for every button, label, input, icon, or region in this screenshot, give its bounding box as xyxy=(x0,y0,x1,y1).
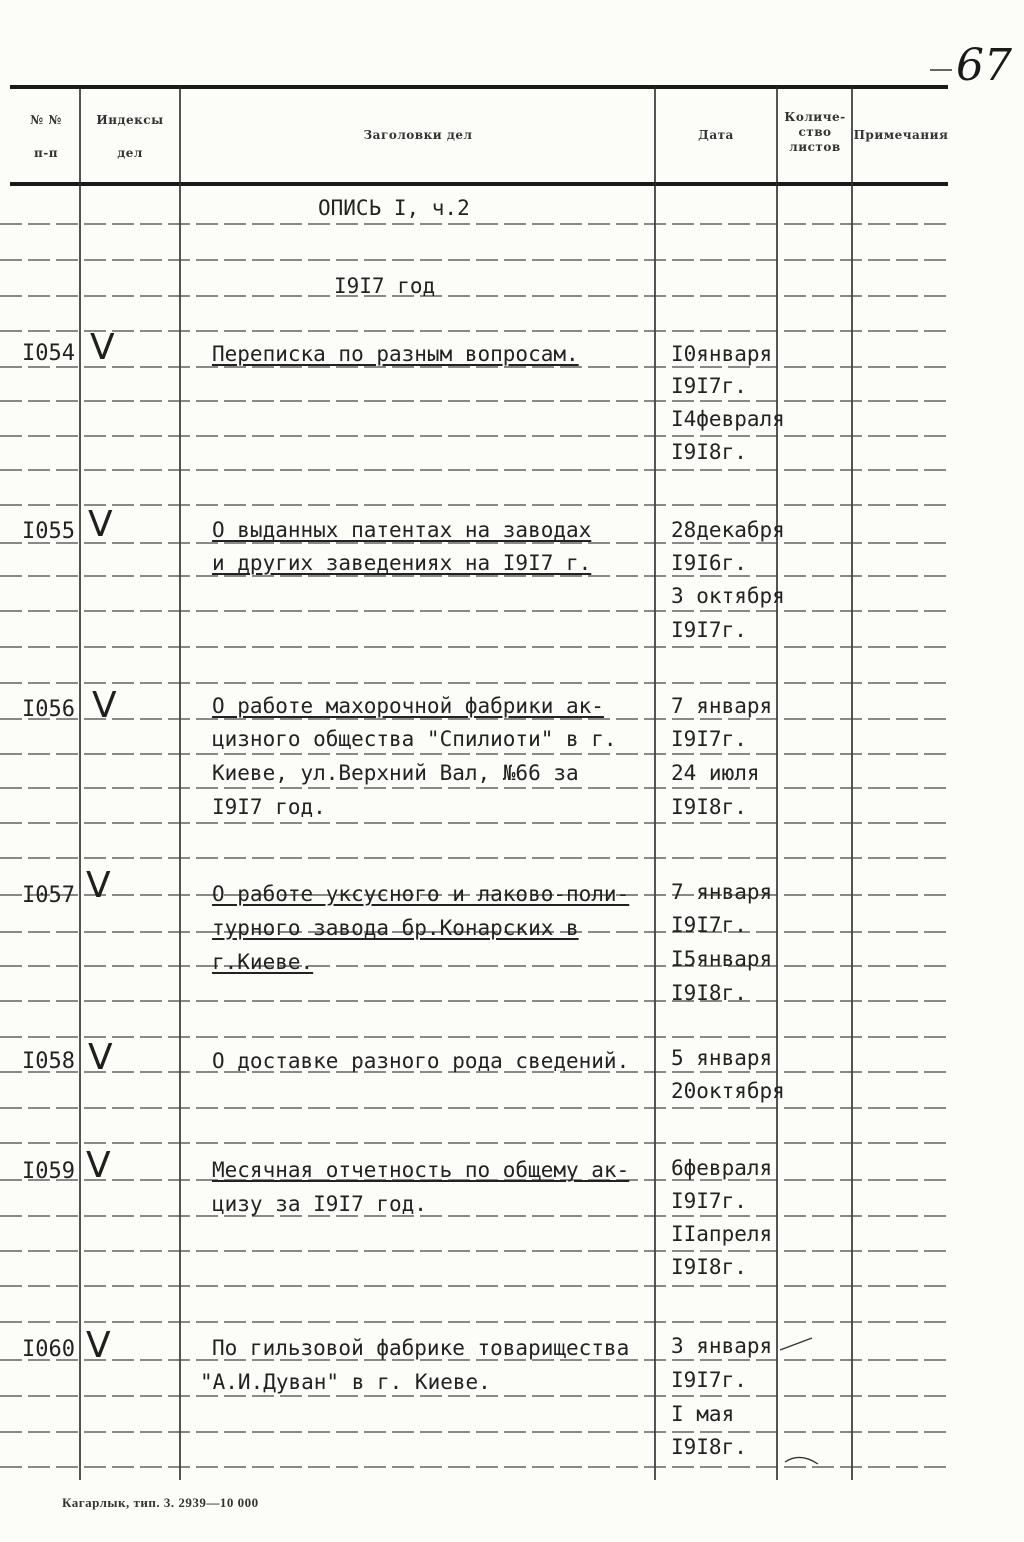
record-title-line: О выданных патентах на заводах xyxy=(212,518,592,542)
record-number: I055 xyxy=(22,519,75,544)
header-date-col: Дата xyxy=(698,128,734,142)
record-number: I059 xyxy=(22,1159,75,1184)
record-number: I058 xyxy=(22,1049,75,1074)
record-date: I9I7г. xyxy=(671,1368,747,1392)
record-date: 5 января xyxy=(671,1046,773,1070)
record-date: IIапреля xyxy=(671,1222,773,1246)
record-title-line: Киеве, ул.Верхний Вал, №66 за xyxy=(212,761,579,785)
header-notes-col: Примечания xyxy=(853,128,949,142)
record-date: I9I6г. xyxy=(671,551,747,575)
header-index-line2: дел xyxy=(117,146,143,160)
record-date: I9I7г. xyxy=(671,1189,747,1213)
check-mark: V xyxy=(90,327,115,368)
record-date: 24 июля xyxy=(671,761,760,785)
record-date: I9I8г. xyxy=(671,1255,747,1279)
check-mark: V xyxy=(88,1037,113,1078)
record-date: 3 октября xyxy=(671,584,785,608)
record-number: I060 xyxy=(22,1337,75,1362)
record-title-line: О работе уксусного и лаково-поли- xyxy=(212,882,630,906)
record-date: 6февраля xyxy=(671,1156,773,1180)
record-title-line: и других заведениях на I9I7 г. xyxy=(212,551,592,575)
check-mark: V xyxy=(92,685,117,726)
header-number-line1: № № xyxy=(30,113,62,127)
record-date: I5января xyxy=(671,947,773,971)
record-date: 20октября xyxy=(671,1079,785,1103)
header-number-line2: п-п xyxy=(33,146,59,160)
page-number: 67 xyxy=(956,40,1012,91)
header-count-line2: ство xyxy=(798,125,832,139)
record-date: I мая xyxy=(671,1402,735,1426)
record-title-line: Переписка по разным вопросам. xyxy=(212,342,579,366)
record-date: I9I7г. xyxy=(671,727,747,751)
record-title-line: цизу за I9I7 год. xyxy=(212,1192,427,1216)
record-title-line: О работе махорочной фабрики ак- xyxy=(212,694,604,718)
record-date: I9I7г. xyxy=(671,913,747,937)
check-mark: V xyxy=(88,504,113,545)
check-mark: V xyxy=(86,1145,111,1186)
record-date: I9I8г. xyxy=(671,795,747,819)
record-number: I057 xyxy=(22,883,75,908)
header-count-line3: листов xyxy=(789,140,841,154)
check-mark: V xyxy=(86,1325,111,1366)
record-date: I9I7г. xyxy=(671,374,747,398)
header-count-line1: Количе- xyxy=(784,110,846,124)
record-title-line: Месячная отчетность по общему ак- xyxy=(212,1158,630,1182)
record-date: 28декабря xyxy=(671,518,785,542)
record-title-line: По гильзовой фабрике товарищества xyxy=(212,1336,630,1360)
record-date: 7 января xyxy=(671,694,773,718)
record-number: I056 xyxy=(22,697,75,722)
record-title-line: цизного общества "Спилиоти" в г. xyxy=(212,727,617,751)
record-date: I9I7г. xyxy=(671,618,747,642)
record-date: I9I8г. xyxy=(671,1435,747,1459)
year-title: I9I7 год xyxy=(334,274,436,298)
record-title-line: "А.И.Дуван" в г. Киеве. xyxy=(200,1370,491,1394)
record-title-line: О доставке разного рода сведений. xyxy=(212,1049,630,1073)
header-number-col xyxy=(12,112,80,162)
header-titles-col: Заголовки дел xyxy=(363,128,473,142)
record-title-line: I9I7 год. xyxy=(212,795,326,819)
record-date: 7 января xyxy=(671,880,773,904)
record-date: I0января xyxy=(671,342,773,366)
record-date: I9I8г. xyxy=(671,981,747,1005)
check-mark: V xyxy=(86,865,111,906)
record-date: 3 января xyxy=(671,1334,773,1358)
header-index-col xyxy=(82,112,178,162)
printer-imprint: Кагарлык, тип. 3. 2939—10 000 xyxy=(62,1495,259,1510)
record-date: I4февраля xyxy=(671,407,785,431)
record-number: I054 xyxy=(22,341,75,366)
section-title: ОПИСЬ I, ч.2 xyxy=(318,196,470,220)
record-date: I9I8г. xyxy=(671,440,747,464)
header-index-line1: Индексы xyxy=(96,113,164,127)
header-count-col xyxy=(779,110,851,155)
record-title-line: г.Киеве. xyxy=(212,950,314,974)
record-title-line: турного завода бр.Конарских в xyxy=(212,916,579,940)
